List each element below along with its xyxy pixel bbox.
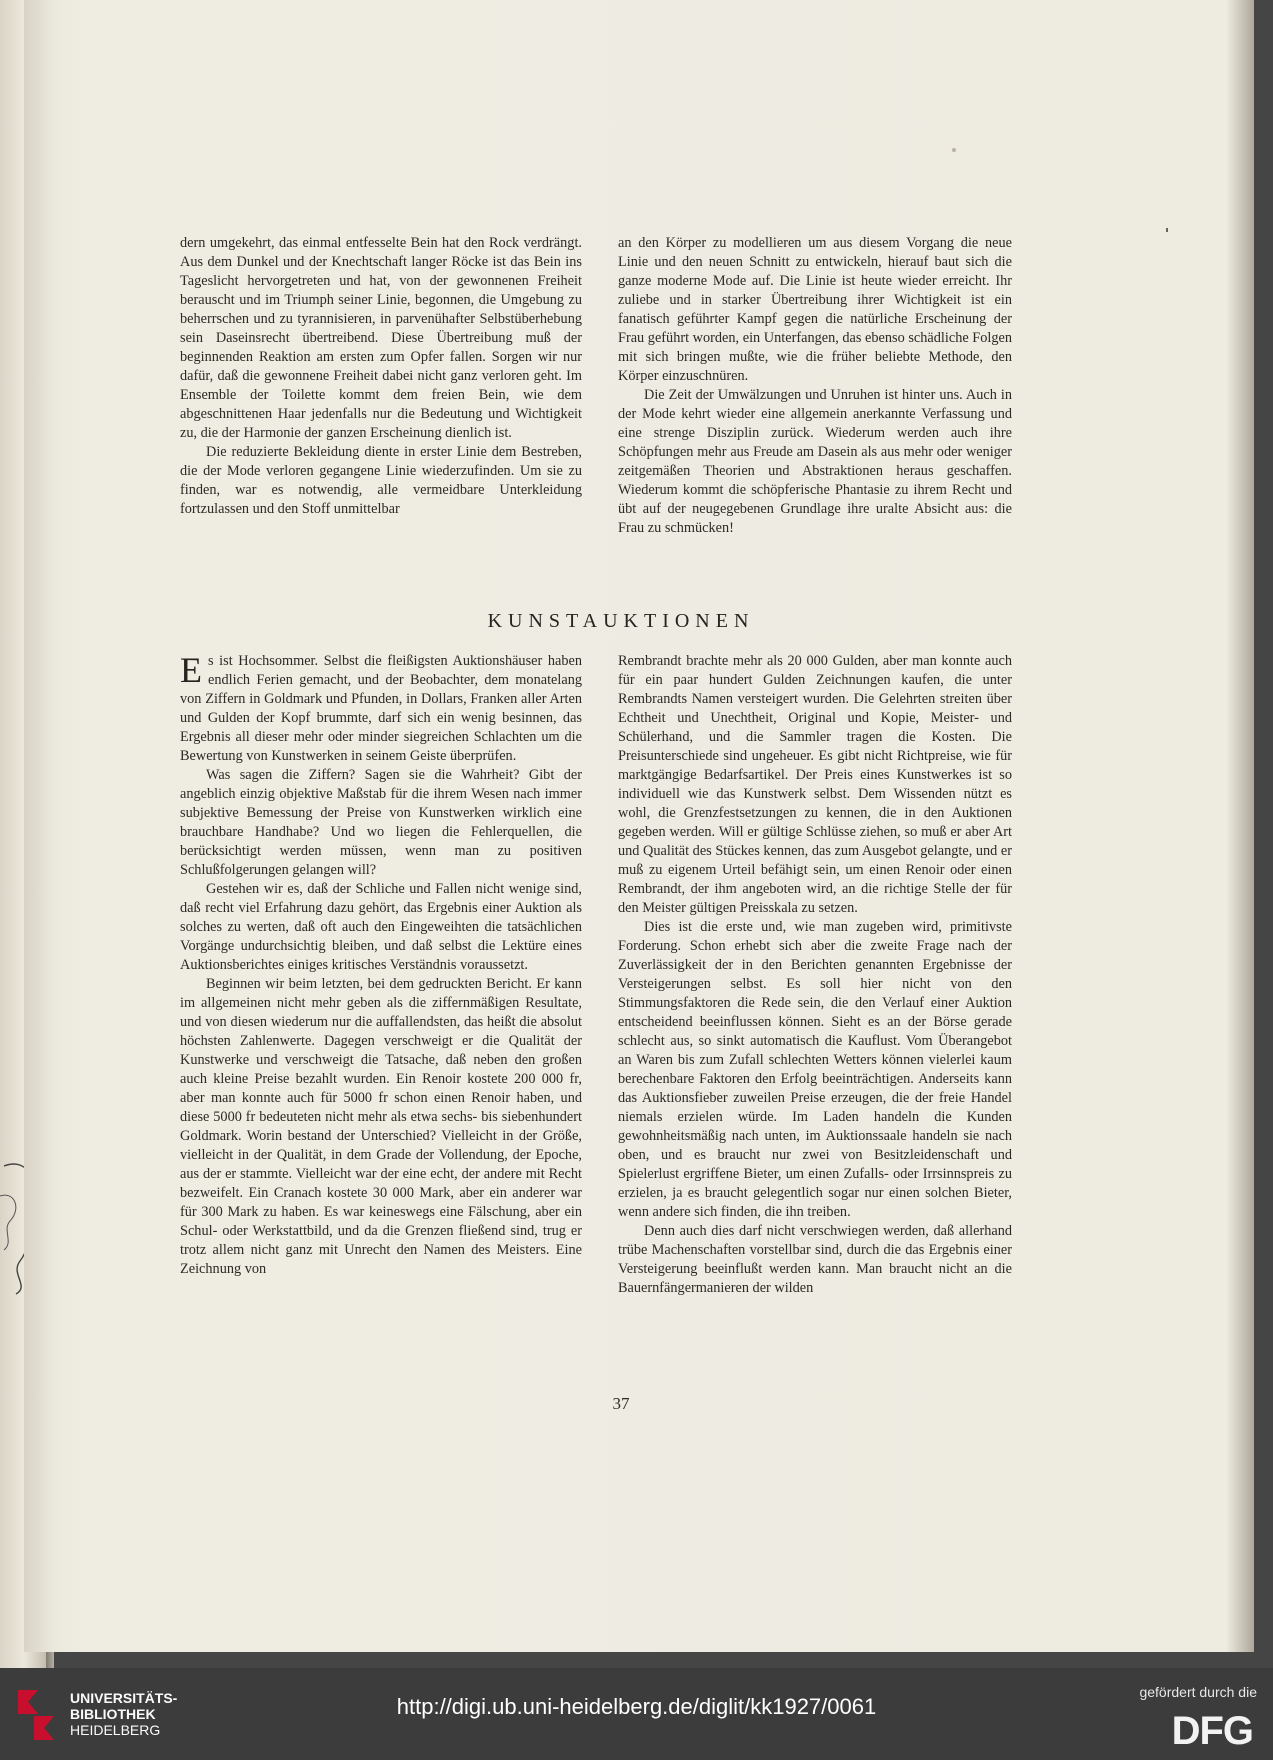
- paragraph: an den Körper zu modellieren um aus diesem Vorgang die neue Linie und den neuen Schnitt zu entwickeln, hierauf baut sich die ganze moderne Mode auf. Die Linie ist heute wieder erreicht. Ihr zuliebe und in starker Übertreibung ihrer Wichtigkeit ist ein fanatisch geführter Kampf gegen die natürliche Erscheinung der Frau geführt worden, ein Unterfangen, das ebenso schädliche Folgen mit sich bringen mußte, wie die früher beliebte Methode, den Körper einzuschnüren.: [618, 235, 1012, 384]
- dfg-logo-text: DFG: [1171, 1709, 1253, 1748]
- paragraph: Die reduzierte Bekleidung diente in erster Linie dem Bestreben, die der Mode verloren gegangene Linie wiederzufinden. Um sie zu finden, war es notwendig, alle vermeidbare Unterkleidung fortzulassen und den Stoff unmittelbar: [180, 444, 582, 517]
- article-left-column: [180, 652, 582, 1279]
- top-right-column: [618, 234, 1012, 538]
- paragraph: Rembrandt brachte mehr als 20 000 Gulden, aber man konnte auch für ein paar hundert Gulden Zeichnungen kaufen, die unter Rembrandts Namen versteigert wurden. Die Gelehrten streiten über Echtheit und Unechtheit, Original und Kopie, Meister- und Schülerhand, und die Sammler tragen die Kosten. Die Preisunterschiede sind ungeheuer. Es gibt nicht Richtpreise, wie für marktgängige Bedarfsartikel. Der Preis eines Kunstwerkes ist so individuell wie das Kunstwerk selbst. Dem Wissenden nützt es wohl, die Grenzfestsetzungen zu kennen, die in den Auktionen gegeben werden. Will er gültige Schlüsse ziehen, so muß er aber Art und Qualität des Stückes kennen, das zum Ausgebot gelangte, und er muß zu eigenem Urteil befähigt sein, um einen Renoir oder einen Rembrandt, der ihm angeboten wird, an die richtige Stelle der für den Meister gültigen Preisskala zu setzen.: [618, 653, 1012, 916]
- book-page: [24, 0, 1254, 1652]
- drop-cap: E: [180, 650, 202, 690]
- permalink-url[interactable]: http://digi.ub.uni-heidelberg.de/diglit/kk1927/0061: [396, 1694, 877, 1719]
- paragraph: Die Zeit der Umwälzungen und Unruhen ist hinter uns. Auch in der Mode kehrt wieder eine allgemein anerkannte Verfassung und eine strenge Disziplin zurück. Wiederum werden auch ihre Schöpfungen mehr aus Freude am Dasein als aus mehr oder weniger zeitgemäßen Theorien und Abstraktionen heraus geschaffen. Wiederum kommt die schöpferische Phantasie zu ihrem Recht und übt auf der neugegebenen Grundlage ihre uralte Absicht aus: die Frau zu schmücken!: [618, 387, 1012, 536]
- page-edge-shadow: [1226, 0, 1254, 1652]
- paragraph: Beginnen wir beim letzten, bei dem gedruckten Bericht. Er kann im allgemeinen nicht mehr geben als die ziffernmäßigen Resultate, und von diesen wiederum nur die auffallendsten, das heißt die absolut höchsten Zahlenwerte. Dagegen verschweigt er die Qualität der Kunstwerke und verschweigt die Tatsache, daß neben den großen auch kleine Preise bezahlt wurden. Ein Renoir kostete 200 000 fr, aber man konnte auch für 5000 fr schon einen Renoir haben, und diese 5000 fr bedeuteten nicht mehr als etwa sechs- bis siebenhundert Goldmark. Worin bestand der Unterschied? Vielleicht in der Größe, vielleicht in der Qualität, in dem Grade der Vollendung, der Epoche, aus der er stammte. Vielleicht war der eine echt, der andere mit Recht bezweifelt. Ein Cranach kostete 30 000 Mark, aber ein anderer war für 300 Mark zu haben. Es war keineswegs eine Fälschung, aber ein Schul- oder Werkstattbild, und da die Grenzen fließend sind, trug er trotz allem nicht ganz mit Unrecht den Namen des Meisters. Eine Zeichnung von: [180, 976, 582, 1277]
- paragraph: dern umgekehrt, das einmal entfesselte Bein hat den Rock verdrängt. Aus dem Dunkel und der Knechtschaft langer Röcke ist das Bein ins Tageslicht hervorgetreten und hat, von der gewonnenen Freiheit berauscht und im Triumph seiner Linie, begonnen, die Umgebung zu beherrschen und zu tyrannisieren, in parvenühafter Selbstüberhebung sein Daseinsrecht übertreibend. Diese Übertreibung muß der beginnenden Reaktion am ersten zum Opfer fallen. Sorgen wir nur dafür, daß die gewonnene Freiheit dabei nicht ganz verloren geht. Im Ensemble der Toilette kommt dem freien Bein, wie dem abgeschnittenen Haar jedenfalls nur die Bedeutung und Wichtigkeit zu, die der Harmonie der ganzen Erscheinung dienlich ist.: [180, 235, 582, 441]
- library-line: BIBLIOTHEK: [70, 1706, 156, 1722]
- page-number: 37: [612, 1394, 630, 1413]
- section-heading: KUNSTAUKTIONEN: [487, 610, 755, 632]
- paragraph: Dies ist die erste und, wie man zugeben wird, primitivste Forderung. Schon erhebt sich aber die zweite Frage nach der Zuverlässigkeit der in den Berichten genannten Ergebnisse der Versteigerungen selbst. Es soll hier nicht von den Stimmungsfaktoren die Rede sein, die den Verlauf einer Auktion entscheidend beeinflussen können. Sieht es an der Börse gerade schlecht aus, so sinkt automatisch die Kauflust. Vom Überangebot an Waren bis zum Zufall schlechten Wetters können vielerlei kaum berechenbare Faktoren den Erfolg beeinträchtigen. Anderseits kann das Auktionsfieber zuweilen Preise erzeugen, die der freie Handel niemals erzielen würde. Im Laden handeln die Kunden gewohnheitsmäßig nach unten, im Auktionssaale handeln sie nach oben, und es braucht nur zwei von Besitzleidenschaft und Spielerlust ergriffene Bieter, um einen Zufalls- oder Irrsinnspreis zu erzielen, ja es braucht gelegentlich sogar nur einen solchen Bieter, wenn andere sich finden, die ihn treiben.: [618, 919, 1012, 1220]
- paragraph: Denn auch dies darf nicht verschwiegen werden, daß allerhand trübe Machenschaften vorstellbar sind, durch die das Ergebnis einer Versteigerung beeinflußt werden kann. Man braucht nicht an die Bauernfängermanieren der wilden: [618, 1223, 1012, 1296]
- paragraph: Gestehen wir es, daß der Schliche und Fallen nicht wenige sind, daß recht viel Erfahrung dazu gehört, das Ergebnis einer Auktion als solches zu werten, daß oft auch den Eingeweihten die tatsächlichen Vorgänge undurchsichtig bleiben, und daß selbst die Lektüre eines Auktionsberichtes einiges kritisches Verständnis voraussetzt.: [180, 881, 582, 973]
- paragraph: Was sagen die Ziffern? Sagen sie die Wahrheit? Gibt der angeblich einzig objektive Maßstab für die ihrem Wesen nach immer subjektive Bemessung der Preise von Kunstwerken wirklich eine brauchbare Handhabe? Und wo liegen die Fehlerquellen, die berücksichtigt werden müssen, wenn man zu positiven Schlußfolgerungen gelangen will?: [180, 767, 582, 878]
- dfg-logo: [1135, 1708, 1255, 1748]
- viewer-footer: [0, 1668, 1273, 1760]
- library-line: UNIVERSITÄTS-: [70, 1690, 178, 1706]
- article-right-column: [618, 652, 1012, 1298]
- paragraph: [180, 652, 582, 766]
- paper-speck: [952, 148, 956, 152]
- library-line: HEIDELBERG: [70, 1722, 161, 1738]
- paper-speck: [1166, 228, 1168, 232]
- funded-by-label: gefördert durch die: [1139, 1684, 1257, 1700]
- paragraph-text: s ist Hochsommer. Selbst die fleißigsten Auktionshäuser haben endlich Ferien gemacht, und der Beobachter, dem monatelang von Ziffern in Goldmark und Pfunden, in Dollars, Franken aller Arten und Gulden der Kopf brummte, darf sich ein wenig besinnen, das Ergebnis all dieser mehr oder minder siegreichen Schlachten um die Bewertung von Kunstwerken in seinem Geiste überprüfen.: [180, 653, 582, 764]
- top-left-column: [180, 234, 582, 519]
